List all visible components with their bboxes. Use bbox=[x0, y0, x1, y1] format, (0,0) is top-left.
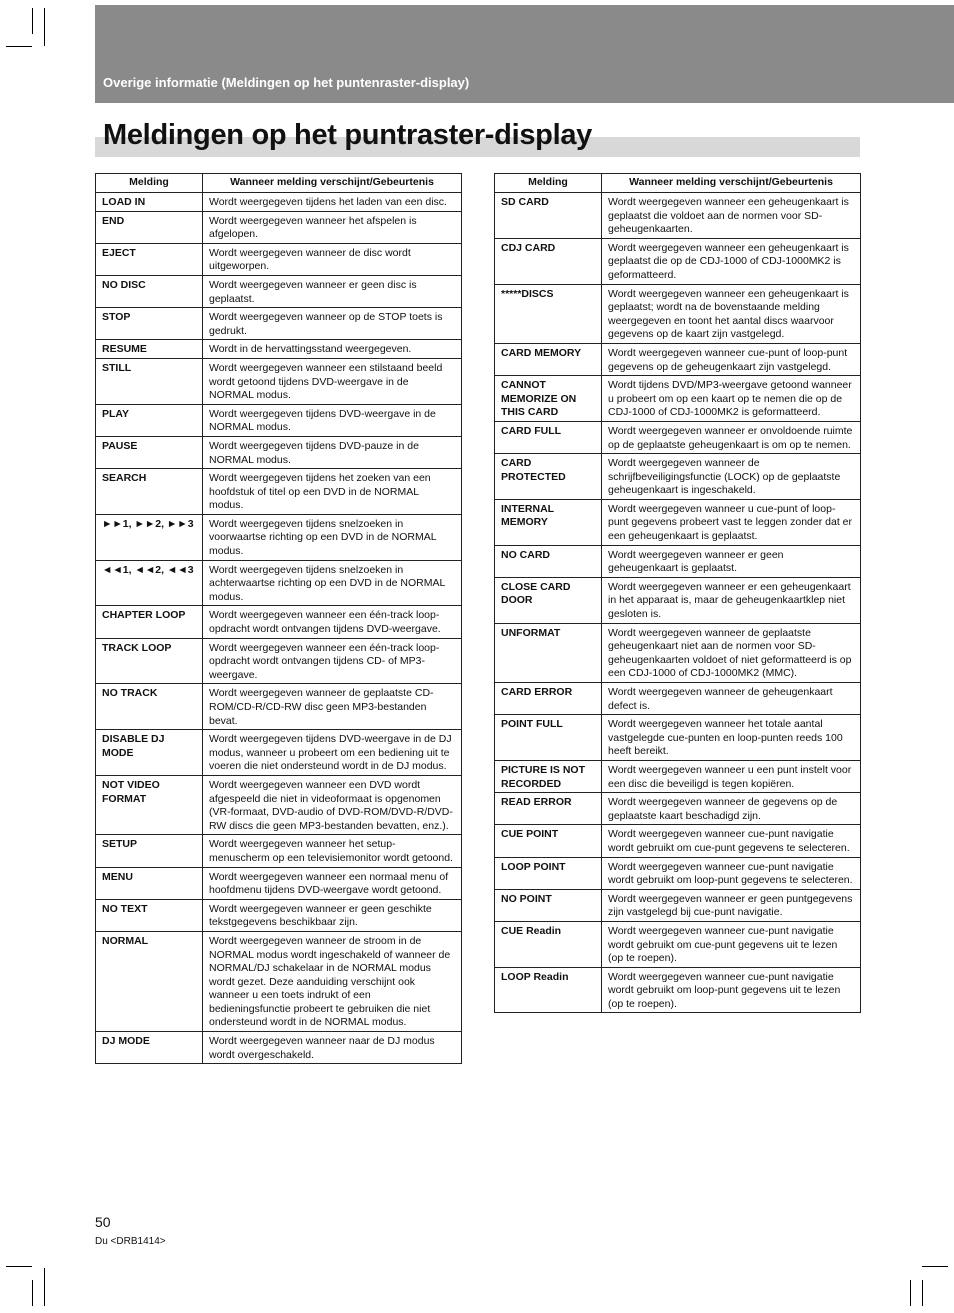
message-cell: SEARCH bbox=[96, 469, 203, 515]
table-header-row bbox=[495, 174, 861, 193]
column-header-message: Melding bbox=[495, 174, 602, 193]
description-cell: Wordt weergegeven wanneer cue-punt navigatie wordt gebruikt om loop-punt gegevens uit te lezen (op te roepen). bbox=[602, 967, 861, 1013]
message-cell: SETUP bbox=[96, 835, 203, 867]
table-row bbox=[96, 275, 462, 307]
message-cell: NO TRACK bbox=[96, 684, 203, 730]
message-cell: CLOSE CARD DOOR bbox=[495, 577, 602, 623]
table-row bbox=[495, 623, 861, 682]
message-cell: PICTURE IS NOT RECORDED bbox=[495, 760, 602, 792]
table-row bbox=[96, 1032, 462, 1064]
table-row bbox=[495, 715, 861, 761]
description-cell: Wordt weergegeven wanneer op de STOP toets is gedrukt. bbox=[203, 308, 462, 340]
message-cell: CARD PROTECTED bbox=[495, 454, 602, 500]
message-cell: TRACK LOOP bbox=[96, 638, 203, 684]
table-row bbox=[495, 577, 861, 623]
message-cell: INTERNAL MEMORY bbox=[495, 499, 602, 545]
table-row bbox=[495, 454, 861, 500]
description-cell: Wordt weergegeven wanneer een stilstaand beeld wordt getoond tijdens DVD-weergave in de NORMAL modus. bbox=[203, 358, 462, 404]
table-row bbox=[96, 436, 462, 468]
message-cell: ◄◄1, ◄◄2, ◄◄3 bbox=[96, 560, 203, 606]
message-cell: LOOP Readin bbox=[495, 967, 602, 1013]
description-cell: Wordt weergegeven wanneer het afspelen is afgelopen. bbox=[203, 211, 462, 243]
message-cell: NO POINT bbox=[495, 889, 602, 921]
description-cell: Wordt weergegeven wanneer een geheugenkaart is geplaatst die voldoet aan de normen voor SD-geheugenkaarten. bbox=[602, 193, 861, 239]
message-cell: MENU bbox=[96, 867, 203, 899]
table-row bbox=[96, 340, 462, 359]
description-cell: Wordt weergegeven wanneer er geen geschikte tekstgegevens beschikbaar zijn. bbox=[203, 899, 462, 931]
table-row bbox=[96, 560, 462, 606]
description-cell: Wordt weergegeven wanneer een DVD wordt afgespeeld die niet in videoformaat is opgenomen (VR-formaat, DVD-audio of DVD-ROM/DVD-R/DVD-RW discs die geen MP3-bestanden bevatten, enz.). bbox=[203, 775, 462, 834]
message-cell: POINT FULL bbox=[495, 715, 602, 761]
table-row bbox=[96, 308, 462, 340]
message-cell: LOAD IN bbox=[96, 193, 203, 212]
message-cell: CANNOT MEMORIZE ON THIS CARD bbox=[495, 376, 602, 422]
description-cell: Wordt weergegeven wanneer er geen disc is geplaatst. bbox=[203, 275, 462, 307]
table-row bbox=[96, 211, 462, 243]
messages-table-left bbox=[95, 173, 462, 1064]
table-row bbox=[495, 967, 861, 1013]
message-cell: LOOP POINT bbox=[495, 857, 602, 889]
table-row bbox=[495, 421, 861, 453]
description-cell: Wordt weergegeven tijdens DVD-pauze in de NORMAL modus. bbox=[203, 436, 462, 468]
message-cell: DJ MODE bbox=[96, 1032, 203, 1064]
description-cell: Wordt weergegeven wanneer een normaal menu of hoofdmenu tijdens DVD-weergave wordt getoond. bbox=[203, 867, 462, 899]
page-number: 50 bbox=[95, 1214, 111, 1230]
description-cell: Wordt weergegeven wanneer cue-punt navigatie wordt gebruikt om cue-punt gegevens te selecteren. bbox=[602, 825, 861, 857]
message-cell: CARD MEMORY bbox=[495, 343, 602, 375]
table-row bbox=[96, 514, 462, 560]
table-row bbox=[96, 469, 462, 515]
table-row bbox=[495, 889, 861, 921]
description-cell: Wordt weergegeven tijdens snelzoeken in voorwaartse richting op een DVD in de NORMAL modus. bbox=[203, 514, 462, 560]
table-row bbox=[495, 193, 861, 239]
description-cell: Wordt weergegeven tijdens snelzoeken in achterwaartse richting op een DVD in de NORMAL modus. bbox=[203, 560, 462, 606]
table-header-row bbox=[96, 174, 462, 193]
description-cell: Wordt weergegeven wanneer een geheugenkaart is geplaatst; wordt na de bovenstaande melding weergegeven en toont het aantal discs waarvoor gegevens op de kaart zijn vastgelegd. bbox=[602, 284, 861, 343]
message-cell: STOP bbox=[96, 308, 203, 340]
description-cell: Wordt tijdens DVD/MP3-weergave getoond wanneer u probeert om op een kaart op te nemen die op de CDJ-1000 of CDJ-1000MK2 is geformatteerd. bbox=[602, 376, 861, 422]
description-cell: Wordt weergegeven wanneer cue-punt navigatie wordt gebruikt om cue-punt gegevens uit te lezen (op te roepen). bbox=[602, 921, 861, 967]
message-cell: CUE POINT bbox=[495, 825, 602, 857]
message-cell: NO DISC bbox=[96, 275, 203, 307]
column-header-when: Wanneer melding verschijnt/Gebeurtenis bbox=[602, 174, 861, 193]
table-row bbox=[96, 193, 462, 212]
message-cell: RESUME bbox=[96, 340, 203, 359]
description-cell: Wordt weergegeven wanneer de geplaatste CD-ROM/CD-R/CD-RW disc geen MP3-bestanden bevat. bbox=[203, 684, 462, 730]
page-title: Meldingen op het puntraster-display bbox=[103, 119, 592, 151]
messages-table-right bbox=[494, 173, 861, 1013]
description-cell: Wordt weergegeven wanneer er een geheugenkaart in het apparaat is, maar de geheugenkaartklep niet gesloten is. bbox=[602, 577, 861, 623]
table-row bbox=[96, 730, 462, 776]
table-row bbox=[495, 857, 861, 889]
description-cell: Wordt weergegeven wanneer de gegevens op de geplaatste kaart beschadigd zijn. bbox=[602, 793, 861, 825]
message-cell: CHAPTER LOOP bbox=[96, 606, 203, 638]
table-row bbox=[96, 835, 462, 867]
description-cell: Wordt weergegeven wanneer het totale aantal vastgelegde cue-punten en loop-punten reeds 100 heeft bereikt. bbox=[602, 715, 861, 761]
description-cell: Wordt weergegeven wanneer cue-punt of loop-punt gegevens op de geheugenkaart zijn vastgelegd. bbox=[602, 343, 861, 375]
table-row bbox=[495, 238, 861, 284]
message-cell: PAUSE bbox=[96, 436, 203, 468]
table-row bbox=[96, 358, 462, 404]
description-cell: Wordt weergegeven wanneer een geheugenkaart is geplaatst die op de CDJ-1000 of CDJ-1000MK2 is geformatteerd. bbox=[602, 238, 861, 284]
description-cell: Wordt weergegeven wanneer u cue-punt of loop-punt gegevens probeert vast te leggen zonder dat er een geheugenkaart is geplaatst. bbox=[602, 499, 861, 545]
table-row bbox=[495, 825, 861, 857]
column-header-message: Melding bbox=[96, 174, 203, 193]
message-cell: CUE Readin bbox=[495, 921, 602, 967]
table-row bbox=[96, 638, 462, 684]
description-cell: Wordt weergegeven wanneer cue-punt navigatie wordt gebruikt om loop-punt gegevens te selecteren. bbox=[602, 857, 861, 889]
column-header-when: Wanneer melding verschijnt/Gebeurtenis bbox=[203, 174, 462, 193]
table-row bbox=[495, 793, 861, 825]
table-row bbox=[495, 921, 861, 967]
table-row bbox=[495, 499, 861, 545]
description-cell: Wordt weergegeven tijdens DVD-weergave in de NORMAL modus. bbox=[203, 404, 462, 436]
message-cell: NOT VIDEO FORMAT bbox=[96, 775, 203, 834]
description-cell: Wordt weergegeven tijdens DVD-weergave in de DJ modus, wanneer u probeert om een bediening uit te voeren die niet ondersteund wordt in de DJ modus. bbox=[203, 730, 462, 776]
description-cell: Wordt weergegeven wanneer het setup-menuscherm op een televisiemonitor wordt getoond. bbox=[203, 835, 462, 867]
message-cell: CARD FULL bbox=[495, 421, 602, 453]
description-cell: Wordt in de hervattingsstand weergegeven. bbox=[203, 340, 462, 359]
table-row bbox=[96, 931, 462, 1031]
description-cell: Wordt weergegeven wanneer een één-track loop-opdracht wordt ontvangen tijdens CD- of MP3-weergave. bbox=[203, 638, 462, 684]
description-cell: Wordt weergegeven wanneer een één-track loop-opdracht wordt ontvangen tijdens DVD-weergave. bbox=[203, 606, 462, 638]
description-cell: Wordt weergegeven wanneer u een punt instelt voor een disc die beveiligd is tegen kopiëren. bbox=[602, 760, 861, 792]
description-cell: Wordt weergegeven wanneer er geen geheugenkaart is geplaatst. bbox=[602, 545, 861, 577]
table-row bbox=[96, 243, 462, 275]
message-cell: NO CARD bbox=[495, 545, 602, 577]
description-cell: Wordt weergegeven tijdens het zoeken van een hoofdstuk of titel op een DVD in de NORMAL modus. bbox=[203, 469, 462, 515]
message-cell: PLAY bbox=[96, 404, 203, 436]
table-row bbox=[495, 343, 861, 375]
description-cell: Wordt weergegeven wanneer de stroom in de NORMAL modus wordt ingeschakeld of wanneer de NORMAL/DJ schakelaar in de NORMAL modus wordt gezet. Deze aanduiding verschijnt ook wanneer u een toets indrukt of een bedieningsfunctie probeert te gebruiken die niet ondersteund wordt in de NORMAL modus. bbox=[203, 931, 462, 1031]
message-cell: UNFORMAT bbox=[495, 623, 602, 682]
description-cell: Wordt weergegeven wanneer er onvoldoende ruimte op de geplaatste geheugenkaart is om op te nemen. bbox=[602, 421, 861, 453]
table-row bbox=[495, 683, 861, 715]
table-row bbox=[96, 684, 462, 730]
header-band bbox=[95, 5, 954, 103]
message-cell: EJECT bbox=[96, 243, 203, 275]
section-title: Overige informatie (Meldingen op het puntenraster-display) bbox=[103, 75, 470, 90]
message-cell: DISABLE DJ MODE bbox=[96, 730, 203, 776]
message-cell: CARD ERROR bbox=[495, 683, 602, 715]
table-row bbox=[96, 606, 462, 638]
message-cell: NO TEXT bbox=[96, 899, 203, 931]
table-row bbox=[96, 899, 462, 931]
description-cell: Wordt weergegeven wanneer er geen puntgegevens zijn vastgelegd bij cue-punt navigatie. bbox=[602, 889, 861, 921]
description-cell: Wordt weergegeven wanneer de schrijfbeveiligingsfunctie (LOCK) op de geplaatste geheugenkaart is ingeschakeld. bbox=[602, 454, 861, 500]
table-row bbox=[495, 284, 861, 343]
table-row bbox=[96, 867, 462, 899]
description-cell: Wordt weergegeven tijdens het laden van een disc. bbox=[203, 193, 462, 212]
message-cell: *****DISCS bbox=[495, 284, 602, 343]
table-row bbox=[96, 775, 462, 834]
table-row bbox=[495, 545, 861, 577]
table-row bbox=[495, 760, 861, 792]
message-cell: END bbox=[96, 211, 203, 243]
document-code: Du <DRB1414> bbox=[95, 1236, 166, 1247]
message-cell: SD CARD bbox=[495, 193, 602, 239]
table-row bbox=[96, 404, 462, 436]
description-cell: Wordt weergegeven wanneer naar de DJ modus wordt overgeschakeld. bbox=[203, 1032, 462, 1064]
description-cell: Wordt weergegeven wanneer de geheugenkaart defect is. bbox=[602, 683, 861, 715]
message-cell: CDJ CARD bbox=[495, 238, 602, 284]
description-cell: Wordt weergegeven wanneer de geplaatste geheugenkaart niet aan de normen voor SD-geheugenkaarten voldoet of niet geformatteerd is op een CDJ-1000 of CDJ-1000MK2 (MMC). bbox=[602, 623, 861, 682]
description-cell: Wordt weergegeven wanneer de disc wordt uitgeworpen. bbox=[203, 243, 462, 275]
message-cell: NORMAL bbox=[96, 931, 203, 1031]
message-cell: ►►1, ►►2, ►►3 bbox=[96, 514, 203, 560]
message-cell: READ ERROR bbox=[495, 793, 602, 825]
message-cell: STILL bbox=[96, 358, 203, 404]
table-row bbox=[495, 376, 861, 422]
